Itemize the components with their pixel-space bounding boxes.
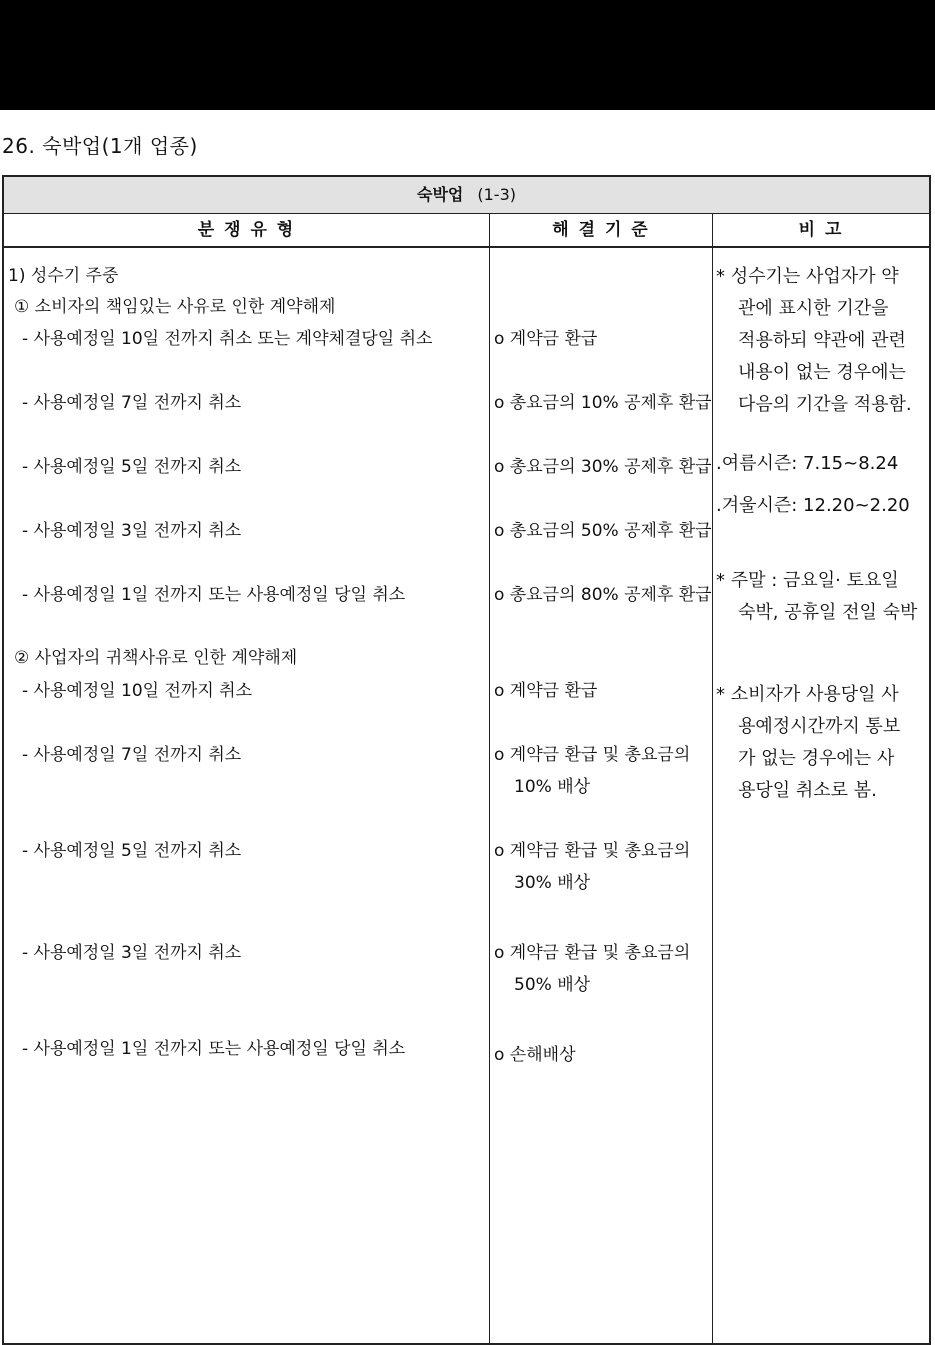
dispute-case: - 사용예정일 5일 전까지 취소 (22, 841, 242, 861)
resolution-text: o 총요금의 50% 공제후 환급 (494, 521, 712, 541)
table-code: (1-3) (477, 185, 516, 204)
dispute-case: - 사용예정일 1일 전까지 또는 사용예정일 당일 취소 (22, 1039, 406, 1059)
header-resolution: 해 결 기 준 (552, 220, 650, 240)
resolution-text: o 손해배상 (494, 1045, 576, 1065)
top-black-bar (0, 0, 935, 110)
remark-line: 내용이 없는 경우에는 (738, 362, 906, 383)
resolution-text-cont: 30% 배상 (514, 873, 591, 893)
group-title: ① 소비자의 책임있는 사유로 인한 계약해제 (14, 297, 336, 317)
resolution-text: o 총요금의 30% 공제후 환급 (494, 457, 712, 477)
header-remarks: 비 고 (798, 220, 844, 240)
table-header-row (4, 214, 929, 248)
dispute-case: - 사용예정일 1일 전까지 또는 사용예정일 당일 취소 (22, 585, 406, 605)
resolution-text: o 계약금 환급 (494, 681, 598, 701)
resolution-text-cont: 50% 배상 (514, 975, 591, 995)
dispute-case: - 사용예정일 3일 전까지 취소 (22, 943, 242, 963)
column-divider (489, 214, 490, 1343)
dispute-case: - 사용예정일 10일 전까지 취소 또는 계약체결당일 취소 (22, 329, 433, 349)
remark-line: 다음의 기간을 적용함. (738, 394, 912, 415)
dispute-case: - 사용예정일 7일 전까지 취소 (22, 745, 242, 765)
resolution-text: o 계약금 환급 및 총요금의 (494, 841, 691, 861)
dispute-case: - 사용예정일 5일 전까지 취소 (22, 457, 242, 477)
remark-winter-season: .겨울시즌: 12.20~2.20 (716, 495, 910, 516)
remark-line: * 성수기는 사업자가 약 (716, 266, 899, 287)
remark-line: 용예정시간까지 통보 (738, 716, 901, 737)
remark-line: 적용하되 약관에 관련 (738, 330, 906, 351)
dispute-resolution-table (2, 175, 931, 1345)
remark-line: * 소비자가 사용당일 사 (716, 684, 899, 705)
resolution-text: o 계약금 환급 (494, 329, 598, 349)
column-divider (712, 214, 713, 1343)
resolution-text: o 계약금 환급 및 총요금의 (494, 943, 691, 963)
resolution-text-cont: 10% 배상 (514, 777, 591, 797)
header-dispute-type: 분 쟁 유 형 (197, 220, 296, 240)
remark-summer-season: .여름시즌: 7.15~8.24 (716, 453, 899, 474)
section-title: 26. 숙박업(1개 업종) (2, 134, 198, 158)
dispute-case: - 사용예정일 3일 전까지 취소 (22, 521, 242, 541)
resolution-text: o 총요금의 80% 공제후 환급 (494, 585, 712, 605)
remark-line: 가 없는 경우에는 사 (738, 748, 895, 769)
group-title: ② 사업자의 귀책사유로 인한 계약해제 (14, 648, 298, 668)
category-label: 1) 성수기 주중 (8, 266, 119, 286)
remark-line: * 주말 : 금요일· 토요일 (716, 570, 899, 591)
table-title: 숙박업 (417, 185, 464, 204)
resolution-text: o 총요금의 10% 공제후 환급 (494, 393, 712, 413)
table-title-row (4, 177, 929, 214)
remark-line: 용당일 취소로 봄. (738, 780, 877, 801)
resolution-text: o 계약금 환급 및 총요금의 (494, 745, 691, 765)
dispute-case: - 사용예정일 10일 전까지 취소 (22, 681, 253, 701)
dispute-case: - 사용예정일 7일 전까지 취소 (22, 393, 242, 413)
remark-line: 숙박, 공휴일 전일 숙박 (738, 602, 918, 623)
remark-line: 관에 표시한 기간을 (738, 298, 889, 319)
